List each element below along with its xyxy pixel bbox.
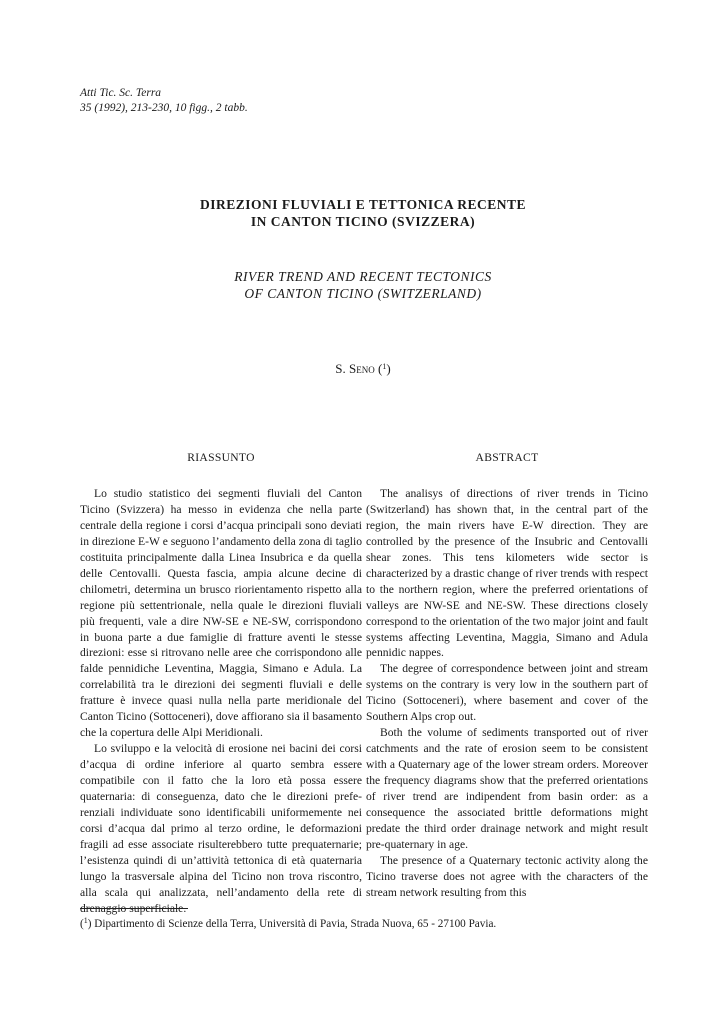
abstract-paragraph: The presence of a Quaternary tectonic activity along the Ticino traverse does not agree with the characters of the stream network resulting from this <box>366 853 648 899</box>
abstract-heading: ABSTRACT <box>475 451 539 464</box>
riassunto-paragraph: Lo sviluppo e la velocità di erosione nei bacini dei corsi d’acqua di ordine inferiore al quarto sembra essere compatibile con il fatto che la loro età possa essere quaternaria: di conseguenza, dato che le direzioni preferenziali individuate sono identificabili uniformemente nei corsi d’acqua dal primo al terzo ordine, le deformazioni fragili ad esse associate risulterebbero tutte prequaternarie; l’esistenza quindi di un’attività tettonica di età quaternaria lungo la trasversale alpina del Ticino non trova riscontro, alla scala qui analizzata, nell’andamento della rete di drenaggio superficiale. <box>80 742 362 915</box>
riassunto-heading: RIASSUNTO <box>187 451 255 464</box>
footnote-text: Dipartimento di Scienze della Terra, Università di Pavia, Strada Nuova, 65 - 27100 Pavia. <box>91 918 497 930</box>
title-italian <box>0 196 726 230</box>
title-english-line-2: OF CANTON TICINO (SWITZERLAND) <box>244 286 482 301</box>
title-italian-line-1: DIREZIONI FLUVIALI E TETTONICA RECENTE <box>199 197 527 212</box>
journal-volume-pages: 35 (1992), 213-230, 10 figg., 2 tabb. <box>80 102 248 114</box>
footnote-affiliation: ($^1$) Dipartimento di Scienze della Terra, Università di Pavia, Strada Nuova, 65 - 27100 Pavia. <box>80 916 497 930</box>
author-line <box>0 361 726 377</box>
author-initial: S. <box>335 361 346 376</box>
footnote-divider <box>80 908 188 909</box>
abstract-paragraph: Both the volume of sediments transported out of river catchments and the rate of erosion seem to be consistent with a Quaternary age of the lower stream orders. Moreover the frequency diagrams show that the preferred orientations of river trend are indipendent from basin order: as a consequence the associated brittle deformations might predate the third order drainage network and might result pre-quaternary in age. <box>366 726 648 851</box>
abstract-paragraph: The degree of correspondence between joint and stream systems on the contrary is very low in the southern part of Ticino (Sottoceneri), where basement and cover of the Southern Alps crop out. <box>366 662 648 724</box>
title-english <box>0 268 726 302</box>
abstract-column <box>366 450 648 901</box>
title-italian-line-2: IN CANTON TICINO (SVIZZERA) <box>250 214 476 229</box>
author-note-ref: ($^1$) <box>378 361 391 376</box>
journal-name: Atti Tic. Sc. Terra <box>80 87 162 99</box>
author-surname: Seno <box>349 361 375 376</box>
title-english-line-1: RIVER TREND AND RECENT TECTONICS <box>234 269 492 284</box>
abstract-paragraph: The analisys of directions of river trends in Ticino (Switzerland) has shown that, in the central part of the region, the main rivers have E-W direction. They are controlled by the presence of the Insubric and Centovalli shear zones. This tens kilometers wide sector is characterized by a drastic change of river trends with respect to the northern region, where the preferred orientations of valleys are NW-SE and NE-SW. These directions closely correspond to the orientation of the two major joint and fault systems affecting Leventina, Maggia, Simano and Adula pennidic nappes. <box>366 486 648 660</box>
journal-citation <box>80 86 248 116</box>
riassunto-column <box>80 450 362 917</box>
riassunto-paragraph: Lo studio statistico dei segmenti fluviali del Canton Ticino (Svizzera) ha messo in evidenza che nella parte centrale della regione i corsi d’acqua principali sono deviati in direzione E-W e seguono l’andamento della zona di taglio costituita principalmente dalla Linea Insubrica e da quella delle Centovalli. Questa fascia, ampia alcune decine di chilometri, determina un brusco riorientamento rispetto alla regione più settentrionale, nella quale le direzioni fluviali più frequenti, vale a dire NW-SE e NE-SW, corrispondono in buona parte a due famiglie di fratture aventi le stesse direzioni: esse si ritrovano nelle aree che corrispondono alle falde pennidiche Leventina, Maggia, Simano e Adula. La correlabilità tra le direzioni dei segmenti fluviali e delle fratture è invece quasi nulla nella parte meridionale del Canton Ticino (Sottoceneri), dove affiorano sia il basamento che la copertura delle Alpi Meridionali. <box>80 486 362 740</box>
